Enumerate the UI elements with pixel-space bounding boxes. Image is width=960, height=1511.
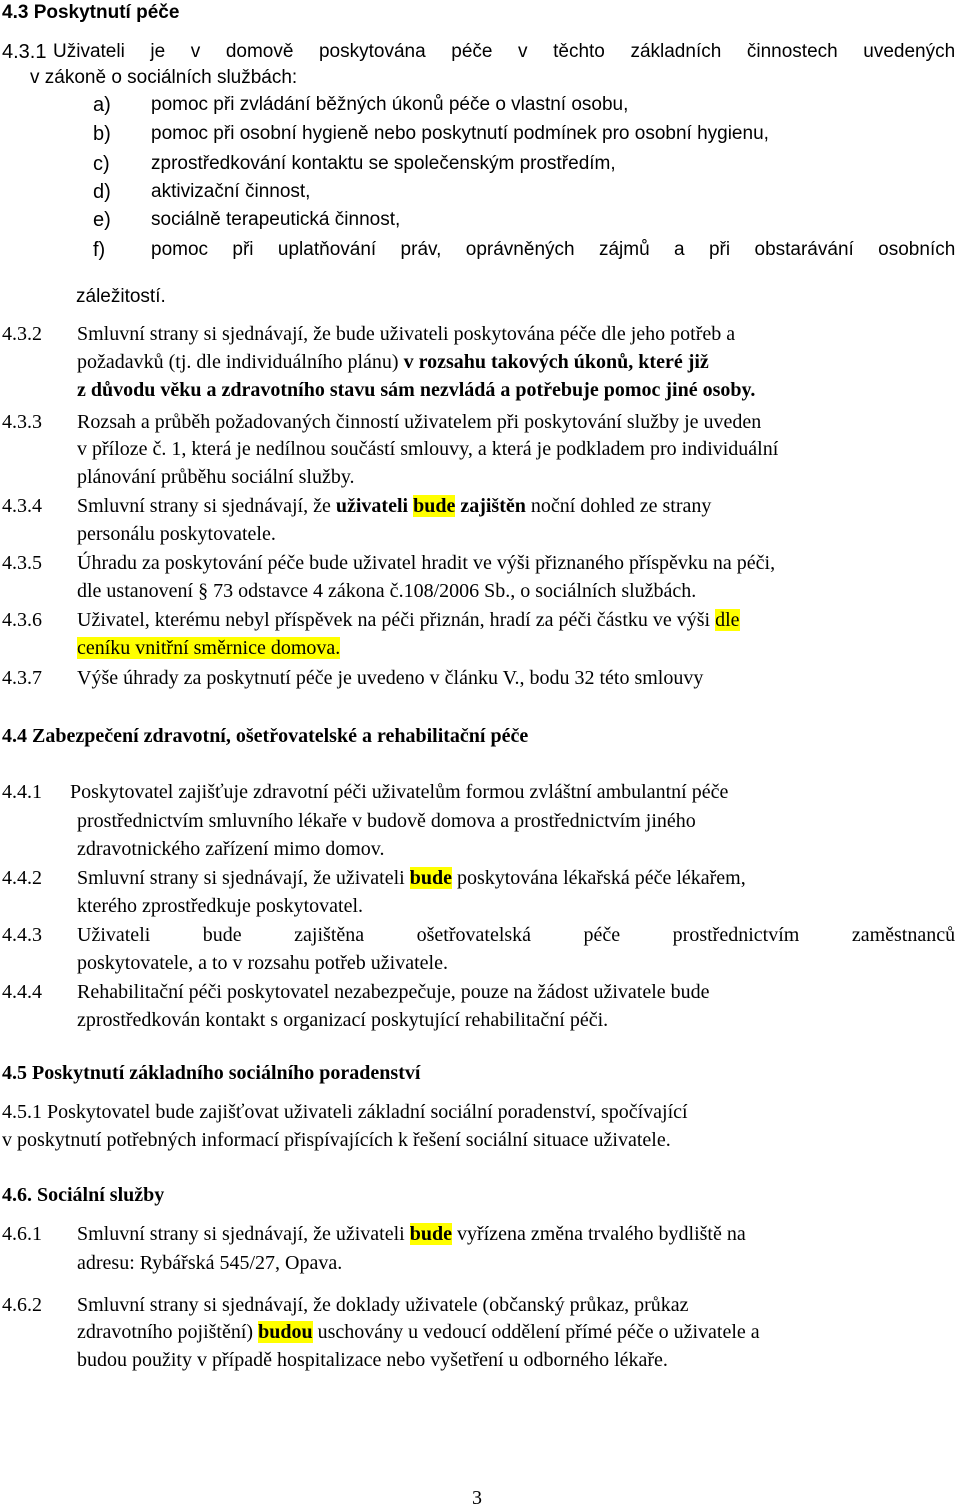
para-4-3-5-line-1: Úhradu za poskytování péče bude uživatel hradit ve výši přiznaného příspěvku na péči, — [77, 552, 776, 574]
para-4-4-2-c: poskytována lékařská péče lékařem, — [451, 867, 746, 889]
para-4-3-2-plain: požadavků (tj. dle individuálního plánu) — [77, 351, 404, 373]
para-number-4-3-1: 4.3.1 — [2, 41, 47, 63]
para-4-5-1-line-2: v poskytnutí potřebných informací přispívajících k řešení sociální situace uživatele. — [2, 1129, 671, 1151]
para-4-6-2-c: uschovány u vedoucí oddělení přímé péče o uživatele a — [312, 1321, 760, 1343]
para-4-3-2-line-1: Smluvní strany si sjednávají, že bude uživateli poskytována péče dle jeho potřeb a — [77, 323, 736, 345]
para-4-3-1-line-1 — [53, 40, 955, 64]
para-4-6-2-a: zdravotního pojištění) — [77, 1321, 259, 1343]
list-item-d: aktivizační činnost, — [151, 181, 311, 202]
para-4-4-2-line-2: kterého zprostředkuje poskytovatel. — [77, 895, 364, 917]
para-number-4-6-1: 4.6.1 — [2, 1223, 42, 1245]
para-4-3-6-plain: Uživatel, kterému nebyl příspěvek na péči přiznán, hradí za péči částku ve výši — [77, 609, 716, 631]
list-marker-d: d) — [93, 181, 111, 203]
section-title-4-4: 4.4 Zabezpečení zdravotní, ošetřovatelské a rehabilitační péče — [2, 725, 529, 747]
para-number-4-6-2: 4.6.2 — [2, 1294, 42, 1316]
section-title-4-6: 4.6. Sociální služby — [2, 1184, 165, 1206]
para-number-4-4-1: 4.4.1 — [2, 781, 42, 803]
list-item-b: pomoc při osobní hygieně nebo poskytnutí podmínek pro osobní hygienu, — [151, 123, 769, 144]
para-4-3-6-line-1 — [77, 608, 740, 632]
para-4-3-4-a: Smluvní strany si sjednávají, že — [77, 495, 336, 517]
para-4-3-4-zajisten: zajištěn — [460, 495, 526, 517]
para-4-3-5-line-2: dle ustanovení § 73 odstavce 4 zákona č.108/2006 Sb., o sociálních službách. — [77, 580, 697, 602]
list-marker-b: b) — [93, 123, 111, 145]
para-4-3-4-line-1 — [77, 494, 711, 518]
para-4-6-1-line-2: adresu: Rybářská 545/27, Opava. — [77, 1252, 343, 1274]
highlight-bude-3: bude — [409, 1223, 452, 1245]
para-4-3-3-line-1: Rozsah a průběh požadovaných činností uživatelem při poskytování služby je uveden — [77, 411, 762, 433]
para-number-4-3-2: 4.3.2 — [2, 323, 42, 345]
list-item-f-text: pomoc při uplatňování práv, oprávněných zájmů a při obstarávání osobních — [151, 239, 956, 260]
para-4-6-1-c: vyřízena změna trvalého bydliště na — [451, 1223, 746, 1245]
para-4-6-2-line-1: Smluvní strany si sjednávají, že doklady uživatele (občanský průkaz, průkaz — [77, 1294, 689, 1316]
para-4-3-6-line-2 — [77, 636, 340, 660]
list-marker-e: e) — [93, 209, 111, 231]
para-4-3-7-line-1: Výše úhrady za poskytnutí péče je uvedeno v článku V., bodu 32 této smlouvy — [77, 667, 704, 689]
para-number-4-3-6: 4.3.6 — [2, 609, 42, 631]
list-item-e: sociálně terapeutická činnost, — [151, 209, 401, 230]
highlight-bude-2: bude — [409, 867, 452, 889]
para-number-4-4-2: 4.4.2 — [2, 867, 42, 889]
para-4-3-2-line-3: z důvodu věku a zdravotního stavu sám nezvládá a potřebuje pomoc jiné osoby. — [77, 379, 756, 401]
para-number-4-3-5: 4.3.5 — [2, 552, 42, 574]
section-title-4-3: 4.3 Poskytnutí péče — [2, 2, 180, 23]
para-number-4-4-4: 4.4.4 — [2, 981, 42, 1003]
para-4-6-1-line-1 — [77, 1222, 746, 1246]
list-item-f-continuation: záležitostí. — [76, 286, 166, 307]
para-4-4-1-line-2: prostřednictvím smluvního lékaře v budově domova a prostřednictvím jiného — [77, 810, 696, 832]
list-marker-a: a) — [93, 94, 111, 116]
para-4-4-3-line-1 — [77, 923, 955, 947]
para-4-3-3-line-2: v příloze č. 1, která je nedílnou součástí smlouvy, a která je podkladem pro individuální — [77, 438, 779, 460]
para-4-4-1-line-1: Poskytovatel zajišťuje zdravotní péči uživatelům formou zvláštní ambulantní péče — [70, 781, 729, 803]
para-4-4-4-line-1: Rehabilitační péči poskytovatel nezabezpečuje, pouze na žádost uživatele bude — [77, 981, 710, 1003]
para-4-4-1-line-3: zdravotnického zařízení mimo domov. — [77, 838, 385, 860]
list-marker-c: c) — [93, 153, 110, 175]
highlight-dle: dle — [715, 609, 740, 631]
para-4-4-4-line-2: zprostředkován kontakt s organizací poskytující rehabilitační péči. — [77, 1009, 609, 1031]
para-4-6-1-a: Smluvní strany si sjednávají, že uživateli — [77, 1223, 410, 1245]
para-number-4-3-7: 4.3.7 — [2, 667, 42, 689]
para-4-3-2-bold-1: v rozsahu takových úkonů, které již — [403, 351, 709, 373]
list-item-c: zprostředkování kontaktu se společenským prostředím, — [151, 153, 616, 174]
highlight-cenik: ceníku vnitřní směrnice domova. — [77, 637, 341, 659]
para-4-4-3-line-2: poskytovatele, a to v rozsahu potřeb uživatele. — [77, 952, 448, 974]
para-4-3-4-line-2: personálu poskytovatele. — [77, 523, 276, 545]
para-4-6-2-line-2 — [77, 1320, 760, 1344]
para-number-4-3-3: 4.3.3 — [2, 411, 42, 433]
para-4-6-2-line-3: budou použity v případě hospitalizace nebo vyšetření u odborného lékaře. — [77, 1349, 668, 1371]
page-number: 3 — [472, 1487, 482, 1509]
para-number-4-4-3: 4.4.3 — [2, 924, 42, 946]
list-marker-f: f) — [93, 239, 106, 261]
list-item-f — [151, 238, 955, 262]
section-title-4-5: 4.5 Poskytnutí základního sociálního poradenství — [2, 1062, 421, 1084]
para-4-3-4-e: noční dohled ze strany — [525, 495, 712, 517]
para-4-3-3-line-3: plánování průběhu sociální služby. — [77, 466, 355, 488]
para-4-5-1-line-1: 4.5.1 Poskytovatel bude zajišťovat uživateli základní sociální poradenství, spočívající — [2, 1101, 688, 1123]
para-4-4-2-line-1 — [77, 866, 746, 890]
para-number-4-3-4: 4.3.4 — [2, 495, 42, 517]
highlight-bude: bude — [413, 495, 456, 517]
highlight-budou: budou — [258, 1321, 313, 1343]
para-4-3-4-uzivateli: uživateli — [335, 495, 409, 517]
list-item-a: pomoc při zvládání běžných úkonů péče o vlastní osobu, — [151, 94, 629, 115]
para-4-4-3-text-1: Uživateli bude zajištěna ošetřovatelská péče prostřednictvím zaměstnanců — [77, 924, 956, 946]
para-4-4-2-a: Smluvní strany si sjednávají, že uživateli — [77, 867, 410, 889]
para-4-3-1-text-1: Uživateli je v domově poskytována péče v těchto základních činnostech uvedených — [53, 41, 956, 62]
para-4-3-1-line-2: v zákoně o sociálních službách: — [30, 67, 298, 88]
para-4-3-2-line-2 — [77, 350, 709, 374]
